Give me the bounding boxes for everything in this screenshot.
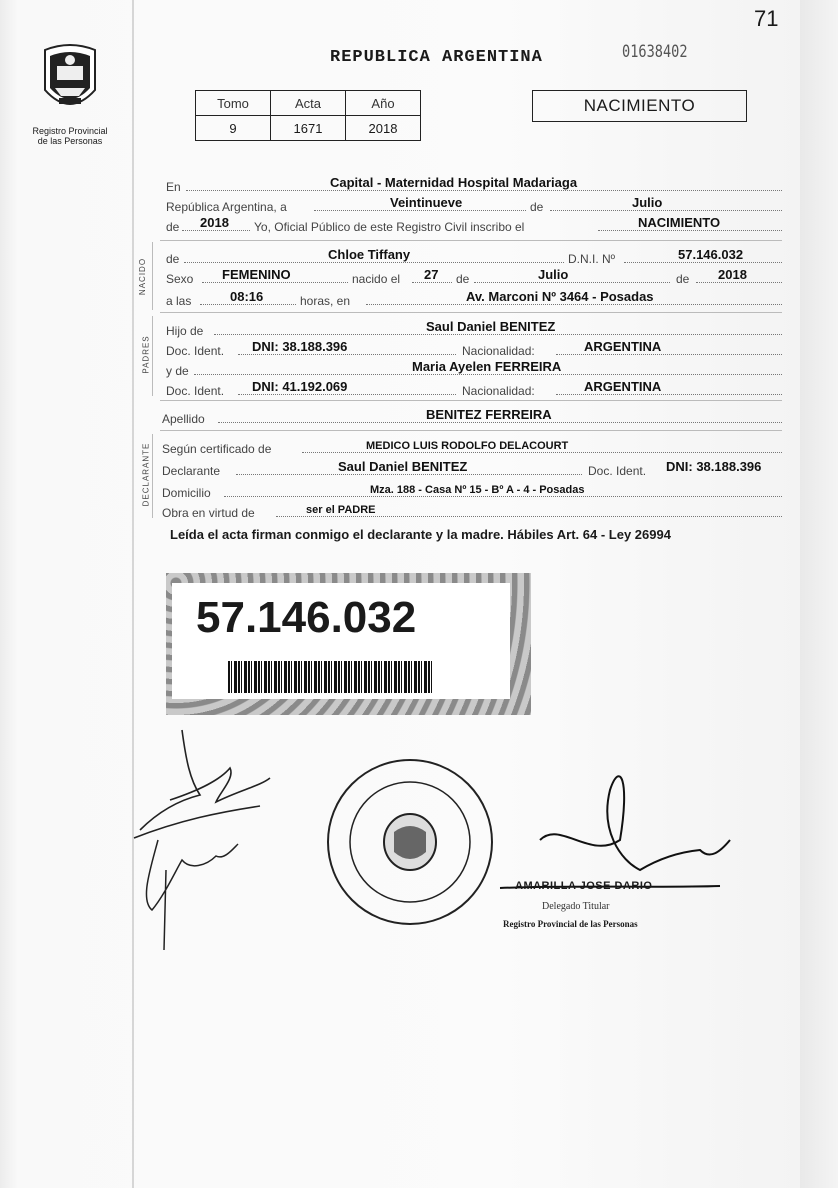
- row-date: [162, 194, 782, 214]
- obra-value: ser el PADRE: [306, 504, 376, 516]
- mother-doc-value: DNI: 41.192.069: [252, 379, 348, 394]
- tomo-value: 9: [196, 116, 271, 141]
- row-inscribe: [162, 214, 782, 234]
- mother-signature-icon: [146, 840, 238, 950]
- inscribe-type-value: NACIMIENTO: [638, 215, 721, 230]
- certificado-label: Según certificado de: [162, 442, 272, 456]
- declarante-doc-label: Doc. Ident.: [588, 464, 647, 478]
- document-title: REPUBLICA ARGENTINA: [330, 48, 543, 67]
- place-value: Capital - Maternidad Hospital Madariaga: [330, 175, 578, 190]
- birth-month-value: Julio: [538, 267, 569, 282]
- y-de-label: y de: [166, 364, 189, 378]
- mother-doc-label: Doc. Ident.: [166, 384, 225, 398]
- page-number: 71: [754, 6, 779, 31]
- signatures-and-stamp: [120, 720, 800, 980]
- mother-nationality-label: Nacionalidad:: [462, 384, 535, 398]
- anio-header: Año: [346, 91, 421, 116]
- registry-name-line1: Registro Provincial: [32, 126, 108, 136]
- acta-value: 1671: [271, 116, 346, 141]
- mother-nationality-value: ARGENTINA: [584, 379, 662, 394]
- barcode-icon: [228, 661, 434, 693]
- apellido-value: BENITEZ FERREIRA: [426, 407, 552, 422]
- dni-sticker-number: 57.146.032: [196, 593, 417, 642]
- row-declarante: [162, 458, 782, 478]
- dni-sticker: [166, 573, 531, 715]
- record-type-box: NACIMIENTO: [532, 90, 747, 122]
- apellido-label: Apellido: [162, 412, 205, 426]
- nacido-section-label: NACIDO: [138, 257, 148, 296]
- row-child-name: [162, 246, 782, 266]
- acta-table: [195, 90, 421, 141]
- day-value: Veintinueve: [390, 195, 463, 210]
- padres-section-label: PADRES: [141, 335, 151, 374]
- certificado-value: MEDICO LUIS RODOLFO DELACOURT: [366, 440, 569, 452]
- anio-value: 2018: [346, 116, 421, 141]
- domicilio-label: Domicilio: [162, 486, 211, 500]
- de-label-3: de: [166, 252, 180, 266]
- registry-seal-icon: [328, 760, 492, 924]
- child-name-value: Chloe Tiffany: [328, 247, 411, 262]
- father-name-value: Saul Daniel BENITEZ: [426, 319, 556, 334]
- declarante-signature-icon: [134, 730, 270, 838]
- signer-name: AMARILLA JOSE DARIO: [515, 880, 653, 892]
- acta-header: Acta: [271, 91, 346, 116]
- page-edge: [800, 0, 838, 1188]
- row-father-doc: [162, 338, 782, 358]
- de-label-4: de: [456, 272, 470, 286]
- signer-office: Registro Provincial de las Personas: [503, 919, 638, 929]
- declarante-label: Declarante: [162, 464, 221, 478]
- mother-name-value: Maria Ayelen FERREIRA: [412, 359, 562, 374]
- row-certificado: [162, 436, 782, 456]
- page-fold: [132, 0, 134, 1188]
- de-label-2: de: [166, 220, 180, 234]
- de-label: de: [530, 200, 544, 214]
- signer-role: Delegado Titular: [542, 901, 610, 912]
- declarante-name-value: Saul Daniel BENITEZ: [338, 459, 468, 474]
- row-obra: [162, 500, 782, 520]
- father-doc-label: Doc. Ident.: [166, 344, 225, 358]
- month-value: Julio: [632, 195, 663, 210]
- tomo-header: Tomo: [196, 91, 271, 116]
- yo-label: Yo, Oficial Público de este Registro Civil inscribo el: [254, 220, 525, 234]
- birth-address-value: Av. Marconi Nº 3464 - Posadas: [466, 289, 654, 304]
- horas-en-label: horas, en: [300, 294, 351, 308]
- nacido-el-label: nacido el: [352, 272, 401, 286]
- year-value: 2018: [200, 215, 229, 230]
- sexo-value: FEMENINO: [222, 267, 291, 282]
- registry-logo-block: [22, 40, 118, 146]
- de-label-5: de: [676, 272, 690, 286]
- row-apellido: [162, 406, 782, 426]
- republica-label: República Argentina, a: [166, 200, 287, 214]
- sexo-label: Sexo: [166, 272, 194, 286]
- father-nationality-label: Nacionalidad:: [462, 344, 535, 358]
- child-dni-value: 57.146.032: [678, 247, 744, 262]
- official-signature-icon: [500, 776, 730, 888]
- time-value: 08:16: [230, 289, 264, 304]
- birth-day-value: 27: [424, 267, 439, 282]
- dni-label: D.N.I. Nº: [568, 252, 616, 266]
- row-time-place: [162, 288, 782, 308]
- a-las-label: a las: [166, 294, 192, 308]
- row-mother-doc: [162, 378, 782, 398]
- obra-label: Obra en virtud de: [162, 506, 255, 520]
- row-place: [162, 174, 782, 194]
- hijo-de-label: Hijo de: [166, 324, 204, 338]
- declarante-doc-value: DNI: 38.188.396: [666, 459, 762, 474]
- domicilio-value: Mza. 188 - Casa Nº 15 - Bº A - 4 - Posadas: [370, 484, 585, 496]
- declarante-section-label: DECLARANTE: [141, 442, 151, 507]
- father-nationality-value: ARGENTINA: [584, 339, 662, 354]
- provincial-seal-icon: [37, 40, 103, 118]
- notes-text: Leída el acta firman conmigo el declarante y la madre. Hábiles Art. 64 - Ley 26994: [170, 527, 671, 542]
- birth-year-value: 2018: [718, 267, 747, 282]
- father-doc-value: DNI: 38.188.396: [252, 339, 348, 354]
- row-domicilio: [162, 480, 782, 500]
- row-father-name: [162, 318, 782, 338]
- row-sex-birth: [162, 266, 782, 286]
- registry-name-line2: de las Personas: [37, 136, 103, 146]
- serial-number: 01638402: [622, 42, 688, 62]
- row-mother-name: [162, 358, 782, 378]
- en-label: En: [166, 180, 181, 194]
